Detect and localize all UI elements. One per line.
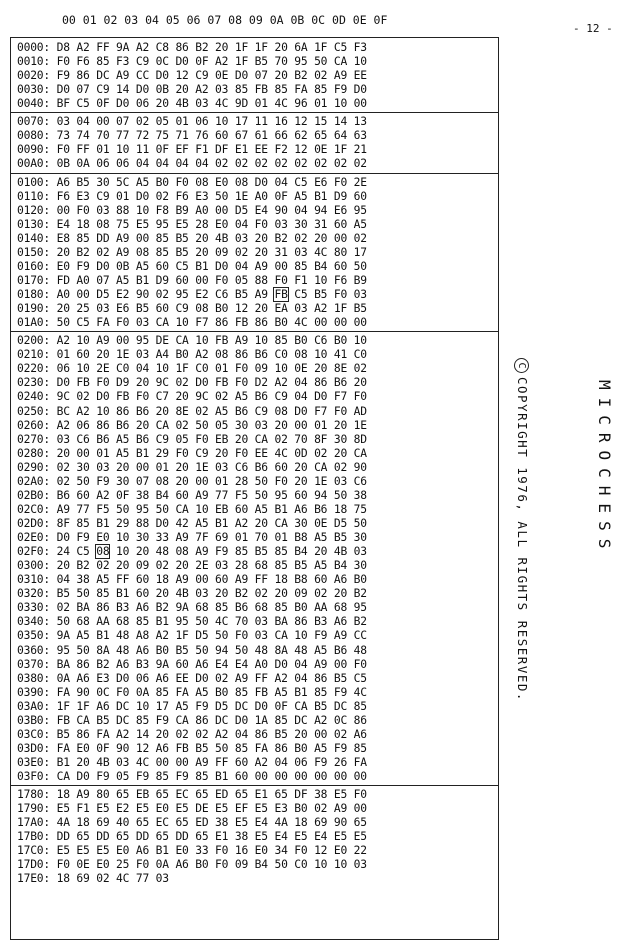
- row-bytes: B5 50 85 B1 60 20 4B 03 20 B2 02 20 09 02 20 B2: [56, 587, 367, 601]
- row-bytes: B1 20 4B 03 4C 00 00 A9 FF 60 A2 04 06 F9 26 FA: [56, 756, 367, 769]
- boxed-byte: 08: [96, 545, 110, 559]
- dump-row: [17, 802, 367, 815]
- copyright-text: COPYRIGHT 1976, ALL RIGHTS RESERVED.: [515, 377, 530, 702]
- dump-row: [17, 517, 367, 530]
- row-address: 00A0:: [17, 157, 51, 171]
- row-address: 0340:: [17, 615, 51, 629]
- row-address: 0300:: [17, 559, 51, 573]
- row-bytes: 00 F0 03 88 10 F8 B9 A0 00 D5 E4 90 04 94 E6 95: [56, 203, 367, 217]
- column-header: 00 01 02 03 04 05 06 07 08 09 0A 0B 0C 0D 0E 0F: [62, 13, 388, 27]
- row-bytes: 8F 85 B1 29 88 D0 42 A5 B1 A2 20 CA 30 0E D5 50: [56, 516, 367, 530]
- dump-row: [17, 601, 367, 614]
- dump-row: [17, 700, 367, 713]
- dump-row: [17, 288, 367, 301]
- row-bytes: BC A2 10 86 B6 20 8E 02 A5 B6 C9 08 D0 F7 F0 AD: [56, 404, 367, 418]
- dump-row: [17, 858, 367, 871]
- row-address: 0370:: [17, 657, 51, 671]
- row-bytes: FA 90 0C F0 0A 85 FA A5 B0 85 FB A5 B1 85 F9 4C: [56, 685, 367, 699]
- row-bytes: D8 A2 FF 9A A2 C8 86 B2 20 1F 1F 20 6A 1F C5 F3: [56, 41, 367, 54]
- row-address: 01A0:: [17, 316, 51, 330]
- row-address: 02B0:: [17, 488, 51, 502]
- row-bytes: 0A A6 E3 D0 06 A6 EE D0 02 A9 FF A2 04 86 B5 C5: [56, 671, 367, 685]
- dump-row: [17, 545, 367, 558]
- row-address: 0110:: [17, 189, 51, 203]
- row-bytes: 20 00 01 A5 B1 29 F0 C9 20 F0 EE 4C 0D 02 20 CA: [56, 446, 367, 460]
- row-address: 0170:: [17, 273, 51, 287]
- row-bytes: 02 BA 86 B3 A6 B2 9A 68 85 B6 68 85 B0 AA 68 95: [56, 601, 367, 615]
- row-bytes: F0 FF 01 10 11 0F EF F1 DF E1 EE F2 12 0E 1F 21: [56, 143, 367, 157]
- row-address: 0350:: [17, 629, 51, 643]
- row-address: 03B0:: [17, 713, 51, 727]
- row-bytes: 18 A9 80 65 EB 65 EC 65 ED 65 E1 65 DF 38 E5 F0: [56, 788, 367, 802]
- row-bytes: 18 69 02 4C 77 03: [56, 872, 169, 886]
- dump-row: [17, 334, 367, 347]
- row-address: 02F0:: [17, 545, 51, 559]
- row-bytes: 50 68 AA 68 85 B1 95 50 4C 70 03 BA 86 B3 A6 B2: [56, 615, 367, 629]
- row-address: 02E0:: [17, 531, 51, 545]
- row-bytes: 01 60 20 1E 03 A4 B0 A2 08 86 B6 C0 08 10 41 C0: [56, 348, 367, 362]
- row-address: 0280:: [17, 446, 51, 460]
- dump-row: [17, 756, 367, 769]
- row-address: 0200:: [17, 334, 51, 348]
- row-bytes: E5 F1 E5 E2 E5 E0 E5 DE E5 EF E5 E3 B0 02 A9 00: [56, 802, 367, 816]
- row-address: 0180:: [17, 288, 51, 302]
- row-bytes: E0 F9 D0 0B A5 60 C5 B1 D0 04 A9 00 85 B4 60 50: [56, 259, 367, 273]
- dump-row: [17, 260, 367, 273]
- row-bytes: DD 65 DD 65 DD 65 DD 65 E1 38 E5 E4 E5 E4 E5 E5: [56, 830, 367, 844]
- dump-row: [17, 232, 367, 245]
- dump-row: [17, 728, 367, 741]
- block-separator: [11, 173, 498, 174]
- dump-row: [17, 204, 367, 217]
- dump-row: [17, 348, 367, 361]
- dump-row: [17, 129, 367, 142]
- dump-row: [17, 419, 367, 432]
- dump-row: [17, 362, 367, 375]
- row-address: 0040:: [17, 97, 51, 111]
- row-bytes: D0 07 C9 14 D0 0B 20 A2 03 85 FB 85 FA 85 F9 D0: [56, 83, 367, 97]
- row-address: 0070:: [17, 115, 51, 129]
- dump-row: [17, 531, 367, 544]
- row-bytes: 9C 02 D0 FB F0 C7 20 9C 02 A5 B6 C9 04 D0 F7 F0: [56, 390, 367, 404]
- row-address: 0090:: [17, 143, 51, 157]
- row-bytes: 04 38 A5 FF 60 18 A9 00 60 A9 FF 18 B8 60 A6 B0: [56, 573, 367, 587]
- row-bytes: A2 06 86 B6 20 CA 02 50 05 30 03 20 00 01 20 1E: [56, 418, 367, 432]
- dump-row: [17, 390, 367, 403]
- row-address: 03E0:: [17, 756, 51, 769]
- row-bytes: E4 18 08 75 E5 95 E5 28 E0 04 F0 03 30 31 60 A5: [56, 217, 367, 231]
- row-address: 0010:: [17, 55, 51, 69]
- row-bytes: FD A0 07 A5 B1 D9 60 00 F0 05 88 F0 F1 10 F6 B9: [56, 273, 367, 287]
- row-bytes: 20 B2 02 A9 08 85 B5 20 09 02 20 31 03 4C 80 17: [56, 245, 367, 259]
- dump-row: [17, 461, 367, 474]
- dump-row: [17, 246, 367, 259]
- row-bytes: E5 E5 E5 E0 A6 B1 E0 33 F0 16 E0 34 F0 12 E0 22: [56, 844, 367, 858]
- row-address: 0330:: [17, 601, 51, 615]
- dump-row: [17, 302, 367, 315]
- copyright-icon: C: [514, 358, 529, 373]
- row-bytes: F0 0E E0 25 F0 0A A6 B0 F0 09 B4 50 C0 10 10 03: [56, 858, 367, 872]
- row-address: 02D0:: [17, 516, 51, 530]
- dump-row: [17, 658, 367, 671]
- row-bytes: BA 86 B2 A6 B3 9A 60 A6 E4 E4 A0 D0 04 A9 00 F0: [56, 657, 367, 671]
- dump-row: [17, 218, 367, 231]
- row-bytes: 4A 18 69 40 65 EC 65 ED 38 E5 E4 4A 18 69 90 65: [56, 816, 367, 830]
- block-separator: [11, 112, 498, 113]
- row-address: 0260:: [17, 418, 51, 432]
- dump-row: [17, 559, 367, 572]
- row-address: 02C0:: [17, 502, 51, 516]
- row-address: 0190:: [17, 302, 51, 316]
- row-bytes: 03 04 00 07 02 05 01 06 10 17 11 16 12 15 14 13: [56, 115, 367, 129]
- row-address: 0210:: [17, 348, 51, 362]
- row-bytes: A6 B5 30 5C A5 B0 F0 08 E0 08 D0 04 C5 E6 F0 2E: [56, 175, 367, 189]
- row-address: 03F0:: [17, 770, 51, 784]
- dump-row: [17, 376, 367, 389]
- row-bytes: 24 C5 08 10 20 48 08 A9 F9 85 B5 85 B4 20 4B 03: [56, 545, 367, 559]
- program-title: MICROCHESS: [595, 380, 614, 557]
- row-bytes: FB CA B5 DC 85 F9 CA 86 DC D0 1A 85 DC A2 0C 86: [56, 713, 367, 727]
- dump-row: [17, 672, 367, 685]
- row-address: 0120:: [17, 203, 51, 217]
- dump-row: [17, 274, 367, 287]
- dump-row: [17, 157, 367, 170]
- row-bytes: F9 86 DC A9 CC D0 12 C9 0E D0 07 20 B2 02 A9 EE: [56, 69, 367, 83]
- row-bytes: 0B 0A 06 06 04 04 04 04 02 02 02 02 02 02 02 02: [56, 157, 367, 171]
- row-address: 0000:: [17, 41, 51, 54]
- row-bytes: BF C5 0F D0 06 20 4B 03 4C 9D 01 4C 96 01 10 00: [56, 97, 367, 111]
- block-separator: [11, 785, 498, 786]
- dump-row: [17, 190, 367, 203]
- row-address: 0160:: [17, 259, 51, 273]
- copyright-notice: [514, 358, 530, 702]
- row-address: 0020:: [17, 69, 51, 83]
- dump-row: [17, 83, 367, 96]
- row-address: 17D0:: [17, 858, 51, 872]
- dump-row: [17, 97, 367, 110]
- row-address: 0390:: [17, 685, 51, 699]
- row-bytes: 02 30 03 20 00 01 20 1E 03 C6 B6 60 20 CA 02 90: [56, 460, 367, 474]
- dump-row: [17, 69, 367, 82]
- dump-row: [17, 475, 367, 488]
- dump-row: [17, 686, 367, 699]
- row-address: 0230:: [17, 376, 51, 390]
- row-bytes: 20 25 03 E6 B5 60 C9 08 B0 12 20 EA 03 A2 1F B5: [56, 302, 367, 316]
- boxed-byte: FB: [274, 288, 288, 302]
- row-address: 0080:: [17, 129, 51, 143]
- dump-row: [17, 615, 367, 628]
- dump-row: [17, 405, 367, 418]
- row-address: 17A0:: [17, 816, 51, 830]
- row-bytes: F6 E3 C9 01 D0 02 F6 E3 50 1E A0 0F A5 B1 D9 60: [56, 189, 367, 203]
- row-address: 0240:: [17, 390, 51, 404]
- row-address: 0380:: [17, 671, 51, 685]
- row-address: 0270:: [17, 432, 51, 446]
- block-separator: [11, 331, 498, 332]
- dump-row: [17, 788, 367, 801]
- row-bytes: FA E0 0F 90 12 A6 FB B5 50 85 FA 86 B0 A5 F9 85: [56, 741, 367, 755]
- row-address: 0130:: [17, 217, 51, 231]
- row-address: 0030:: [17, 83, 51, 97]
- dump-row: [17, 742, 367, 755]
- row-bytes: D0 FB F0 D9 20 9C 02 D0 FB F0 D2 A2 04 86 B6 20: [56, 376, 367, 390]
- row-address: 1780:: [17, 788, 51, 802]
- dump-row: [17, 489, 367, 502]
- row-bytes: A2 10 A9 00 95 DE CA 10 FB A9 10 85 B0 C6 B0 10: [56, 334, 367, 348]
- row-bytes: 06 10 2E C0 04 10 1F C0 01 F0 09 10 0E 20 8E 02: [56, 362, 367, 376]
- dump-row: [17, 629, 367, 642]
- dump-row: [17, 55, 367, 68]
- dump-row: [17, 115, 367, 128]
- dump-row: [17, 714, 367, 727]
- row-address: 03D0:: [17, 741, 51, 755]
- row-address: 02A0:: [17, 474, 51, 488]
- row-bytes: D0 F9 E0 10 30 33 A9 7F 69 01 70 01 B8 A5 B5 30: [56, 531, 367, 545]
- row-address: 17B0:: [17, 830, 51, 844]
- row-address: 17E0:: [17, 872, 51, 886]
- dump-row: [17, 816, 367, 829]
- row-address: 0320:: [17, 587, 51, 601]
- hex-dump-listing: [10, 37, 499, 940]
- row-bytes: 50 C5 FA F0 03 CA 10 F7 86 FB 86 B0 4C 00 00 00: [56, 316, 367, 330]
- row-address: 0360:: [17, 643, 51, 657]
- dump-row: [17, 587, 367, 600]
- row-address: 0140:: [17, 231, 51, 245]
- row-address: 0220:: [17, 362, 51, 376]
- row-bytes: B5 86 FA A2 14 20 02 02 A2 04 86 B5 20 00 02 A6: [56, 727, 367, 741]
- row-bytes: 95 50 8A 48 A6 B0 B5 50 94 50 48 8A 48 A5 B6 48: [56, 643, 367, 657]
- row-bytes: A9 77 F5 50 95 50 CA 10 EB 60 A5 B1 A6 B6 18 75: [56, 502, 367, 516]
- row-bytes: E8 85 DD A9 00 85 B5 20 4B 03 20 B2 02 20 00 02: [56, 231, 367, 245]
- page-number: - 12 -: [573, 22, 613, 35]
- row-bytes: F0 F6 85 F3 C9 0C D0 0F A2 1F B5 70 95 50 CA 10: [56, 55, 367, 69]
- dump-row: [17, 503, 367, 516]
- row-bytes: A0 00 D5 E2 90 02 95 E2 C6 B5 A9 FB C5 B5 F0 03: [56, 288, 367, 302]
- dump-row: [17, 316, 367, 329]
- row-address: 0250:: [17, 404, 51, 418]
- row-address: 0100:: [17, 175, 51, 189]
- dump-row: [17, 830, 367, 843]
- dump-row: [17, 644, 367, 657]
- dump-row: [17, 447, 367, 460]
- dump-row: [17, 573, 367, 586]
- dump-row: [17, 143, 367, 156]
- row-bytes: 1F 1F A6 DC 10 17 A5 F9 D5 DC D0 0F CA B5 DC 85: [56, 699, 367, 713]
- dump-row: [17, 872, 169, 885]
- row-bytes: B6 60 A2 0F 38 B4 60 A9 77 F5 50 95 60 94 50 38: [56, 488, 367, 502]
- dump-row: [17, 770, 367, 783]
- row-bytes: 20 B2 02 20 09 02 20 2E 03 28 68 85 B5 A5 B4 30: [56, 559, 367, 573]
- row-bytes: 03 C6 B6 A5 B6 C9 05 F0 EB 20 CA 02 70 8F 30 8D: [56, 432, 367, 446]
- dump-row: [17, 844, 367, 857]
- dump-row: [17, 41, 367, 54]
- dump-row: [17, 176, 367, 189]
- row-address: 0310:: [17, 573, 51, 587]
- row-bytes: CA D0 F9 05 F9 85 F9 85 B1 60 00 00 00 00 00 00: [56, 770, 367, 784]
- row-address: 03C0:: [17, 727, 51, 741]
- row-address: 1790:: [17, 802, 51, 816]
- row-address: 0150:: [17, 245, 51, 259]
- row-bytes: 02 50 F9 30 07 08 20 00 01 28 50 F0 20 1E 03 C6: [56, 474, 367, 488]
- row-bytes: 73 74 70 77 72 75 71 76 60 67 61 66 62 65 64 63: [56, 129, 367, 143]
- row-address: 03A0:: [17, 699, 51, 713]
- row-address: 17C0:: [17, 844, 51, 858]
- row-address: 0290:: [17, 460, 51, 474]
- row-bytes: 9A A5 B1 48 A8 A2 1F D5 50 F0 03 CA 10 F9 A9 CC: [56, 629, 367, 643]
- dump-row: [17, 433, 367, 446]
